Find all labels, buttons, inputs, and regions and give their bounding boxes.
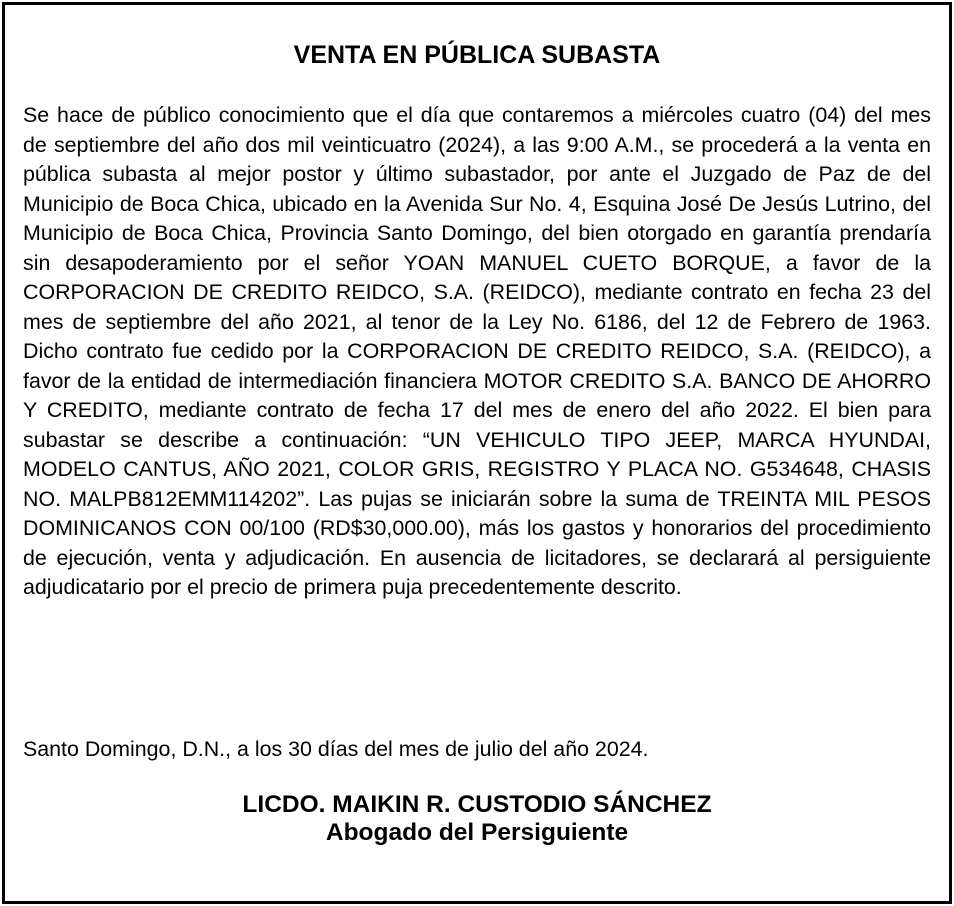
- signature-role: Abogado del Persiguiente: [325, 819, 629, 846]
- notice-frame: [2, 2, 952, 904]
- notice-date-line: Santo Domingo, D.N., a los 30 días del mes de julio del año 2024.: [23, 737, 649, 761]
- signature-block: [5, 791, 949, 847]
- signature-name: LICDO. MAIKIN R. CUSTODIO SÁNCHEZ: [242, 791, 712, 818]
- notice-title: VENTA EN PÚBLICA SUBASTA: [293, 41, 661, 69]
- notice-body: Se hace de público conocimiento que el día que contaremos a miércoles cuatro (04) del mes de septiembre del año dos mil veinticuatro (2024), a las 9:00 A.M., se procederá a la venta en pública subasta al mejor postor y último subastador, por ante el Juzgado de Paz de del Municipio de Boca Chica, ubicado en la Avenida Sur No. 4, Esquina José De Jesús Lutrino, del Municipio de Boca Chica, Provincia Santo Domingo, del bien otorgado en garantía prendaría sin desapoderamiento por el señor YOAN MANUEL CUETO BORQUE, a favor de la CORPORACION DE CREDITO REIDCO, S.A. (REIDCO), mediante contrato en fecha 23 del mes de septiembre del año 2021, al tenor de la Ley No. 6186, del 12 de Febrero de 1963. Dicho contrato fue cedido por la CORPORACION DE CREDITO REIDCO, S.A. (REIDCO), a favor de la entidad de intermediación financiera MOTOR CREDITO S.A. BANCO DE AHORRO Y CREDITO, mediante contrato de fecha 17 del mes de enero del año 2022. El bien para subastar se describe a continuación: “UN VEHICULO TIPO JEEP, MARCA HYUNDAI, MODELO CANTUS, AÑO 2021, COLOR GRIS, REGISTRO Y PLACA NO. G534648, CHASIS NO. MALPB812EMM114202”. Las pujas se iniciarán sobre la suma de TREINTA MIL PESOS DOMINICANOS CON 00/100 (RD$30,000.00), más los gastos y honorarios del procedimiento de ejecución, venta y adjudicación. En ausencia de licitadores, se declarará al persiguiente adjudicatario por el precio de primera puja precedentemente descrito.: [23, 103, 931, 599]
